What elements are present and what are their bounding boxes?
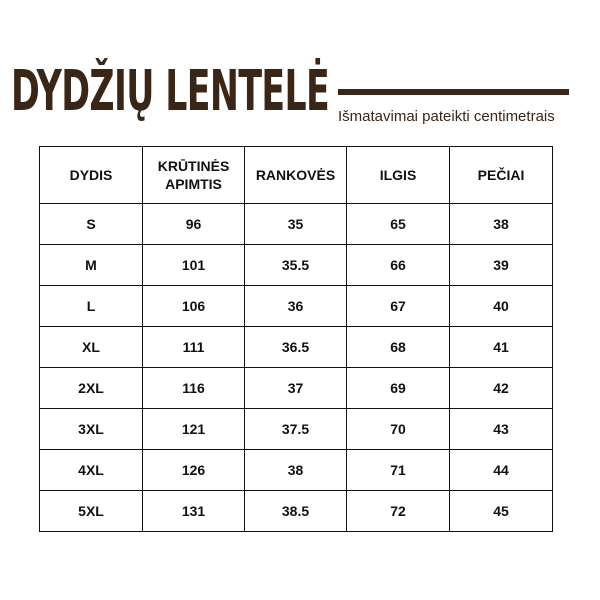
table-cell-sleeves: 36 <box>245 286 347 327</box>
table-cell-sleeves: 35 <box>245 204 347 245</box>
column-header-label-line2: APIMTIS <box>165 176 222 192</box>
table-cell-shoulders: 43 <box>450 409 553 450</box>
table-cell-length: 66 <box>347 245 450 286</box>
table-cell-sleeves: 38 <box>245 450 347 491</box>
table-cell-size: L <box>40 286 143 327</box>
table-cell-size: 2XL <box>40 368 143 409</box>
table-cell-size: 5XL <box>40 491 143 532</box>
table-cell-length: 65 <box>347 204 450 245</box>
units-note: Išmatavimai pateikti centimetrais <box>338 108 555 125</box>
table-cell-chest: 126 <box>143 450 245 491</box>
table-row <box>40 491 553 532</box>
table-cell-length: 69 <box>347 368 450 409</box>
table-cell-size: 3XL <box>40 409 143 450</box>
title-divider <box>338 89 569 95</box>
table-cell-sleeves: 38.5 <box>245 491 347 532</box>
table-row <box>40 327 553 368</box>
column-header-label: ILGIS <box>379 167 417 183</box>
table-row <box>40 286 553 327</box>
table-cell-chest: 111 <box>143 327 245 368</box>
table-row <box>40 245 553 286</box>
table-cell-shoulders: 40 <box>450 286 553 327</box>
table-cell-chest: 106 <box>143 286 245 327</box>
table-cell-chest: 131 <box>143 491 245 532</box>
table-row <box>40 450 553 491</box>
table-cell-size: 4XL <box>40 450 143 491</box>
size-table-body <box>40 204 553 532</box>
table-cell-shoulders: 39 <box>450 245 553 286</box>
size-table <box>39 146 553 532</box>
column-header-size <box>40 147 143 204</box>
page-title: DYDŽIŲ LENTELĖ <box>11 59 330 124</box>
table-cell-shoulders: 42 <box>450 368 553 409</box>
table-row <box>40 409 553 450</box>
size-table-header <box>40 147 553 204</box>
table-cell-shoulders: 45 <box>450 491 553 532</box>
column-header-label: DYDIS <box>69 167 113 183</box>
table-cell-length: 70 <box>347 409 450 450</box>
table-cell-length: 68 <box>347 327 450 368</box>
table-cell-chest: 116 <box>143 368 245 409</box>
table-cell-length: 71 <box>347 450 450 491</box>
column-header-chest <box>143 147 245 204</box>
table-cell-chest: 96 <box>143 204 245 245</box>
table-row <box>40 368 553 409</box>
header-row <box>40 147 553 204</box>
column-header-length <box>347 147 450 204</box>
table-cell-chest: 121 <box>143 409 245 450</box>
table-cell-size: XL <box>40 327 143 368</box>
column-header-label: KRŪTINĖS <box>157 158 230 174</box>
table-cell-shoulders: 44 <box>450 450 553 491</box>
table-cell-size: S <box>40 204 143 245</box>
column-header-label: RANKOVĖS <box>255 167 336 183</box>
table-row <box>40 204 553 245</box>
table-cell-sleeves: 36.5 <box>245 327 347 368</box>
table-cell-chest: 101 <box>143 245 245 286</box>
table-cell-shoulders: 38 <box>450 204 553 245</box>
column-header-label: PEČIAI <box>477 167 525 183</box>
column-header-sleeves <box>245 147 347 204</box>
column-header-shoulders <box>450 147 553 204</box>
table-cell-sleeves: 35.5 <box>245 245 347 286</box>
table-cell-length: 67 <box>347 286 450 327</box>
table-cell-size: M <box>40 245 143 286</box>
table-cell-sleeves: 37.5 <box>245 409 347 450</box>
table-cell-shoulders: 41 <box>450 327 553 368</box>
table-cell-sleeves: 37 <box>245 368 347 409</box>
table-cell-length: 72 <box>347 491 450 532</box>
